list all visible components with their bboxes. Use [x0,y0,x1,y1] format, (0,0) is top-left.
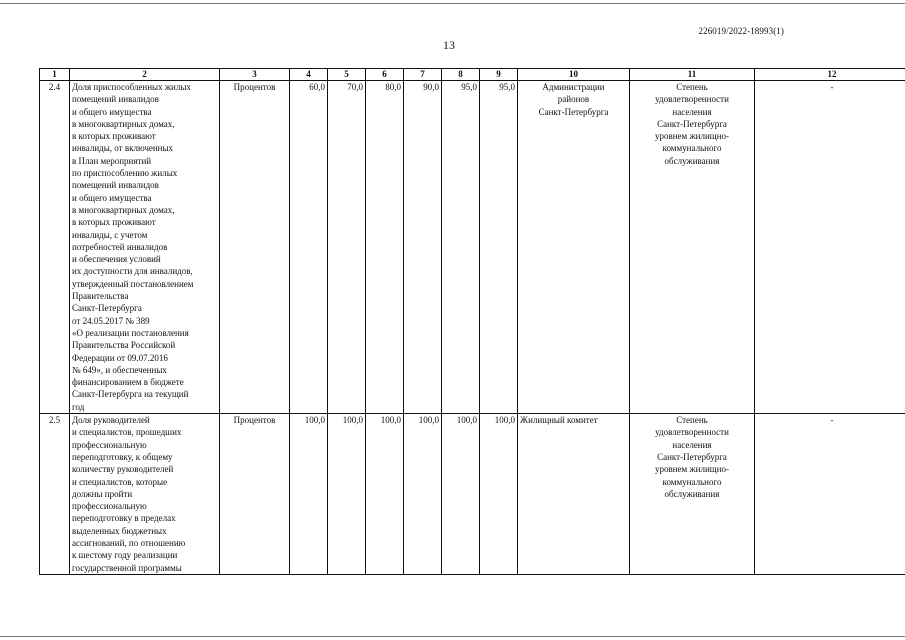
column-header-9: 9 [480,69,518,81]
value-col-7: 100,0 [404,414,442,575]
value-col-6: 100,0 [366,414,404,575]
column-header-12: 12 [755,69,905,81]
table-row [40,414,905,575]
indicator-name: Доля руководителей и специалистов, прошедших профессиональную переподготовку, к общему количеству руководителей и специалистов, которые должны пройти профессиональную переподготовку в пределах выделенных бюджетных ассигнований, по отношению к шестому году реализации государственной программы [70,414,220,575]
unit-of-measure: Процентов [220,414,290,575]
column-header-11: 11 [630,69,755,81]
responsible-executor: Администрации районов Санкт-Петербурга [518,81,630,414]
value-col-7: 90,0 [404,81,442,414]
value-col-5: 100,0 [328,414,366,575]
column-header-7: 7 [404,69,442,81]
table-row [40,81,905,414]
column-header-6: 6 [366,69,404,81]
column-header-8: 8 [442,69,480,81]
value-col-8: 95,0 [442,81,480,414]
document-registration-number: 226019/2022-18993(1) [698,26,784,36]
column-header-2: 2 [70,69,220,81]
goal-indicator: Степень удовлетворенности населения Санкт-Петербурга уровнем жилищно- коммунального обслуживания [630,81,755,414]
row-number: 2.5 [40,414,70,575]
value-col-5: 70,0 [328,81,366,414]
column-header-4: 4 [290,69,328,81]
value-col-9: 95,0 [480,81,518,414]
page-top-edge [0,3,905,4]
column-header-10: 10 [518,69,630,81]
responsible-executor: Жилищный комитет [518,414,630,575]
value-col-4: 100,0 [290,414,328,575]
column-header-1: 1 [40,69,70,81]
page-bottom-edge [0,636,905,637]
indicators-table [39,68,905,575]
value-col-8: 100,0 [442,414,480,575]
goal-indicator: Степень удовлетворенности населения Санкт-Петербурга уровнем жилищно- коммунального обслуживания [630,414,755,575]
value-col-6: 80,0 [366,81,404,414]
row-number: 2.4 [40,81,70,414]
value-col-4: 60,0 [290,81,328,414]
note: - [755,414,905,575]
unit-of-measure: Процентов [220,81,290,414]
column-header-3: 3 [220,69,290,81]
page-number: 13 [443,38,455,52]
note: - [755,81,905,414]
indicator-name: Доля приспособленных жилых помещений инвалидов и общего имущества в многоквартирных домах, в которых проживают инвалиды, от включенных в План мероприятий по приспособлению жилых помещений инвалидов и общего имущества в многоквартирных домах, в которых проживают инвалиды, с учетом потребностей инвалидов и обеспечения условий их доступности для инвалидов, утвержденный постановлением Правительства Санкт-Петербурга от 24.05.2017 № 389 «О реализации постановления Правительства Российской Федерации от 09.07.2016 № 649», и обеспеченных финансированием в бюджете Санкт-Петербурга на текущий год [70,81,220,414]
table-header-row [40,69,905,81]
column-header-5: 5 [328,69,366,81]
value-col-9: 100,0 [480,414,518,575]
